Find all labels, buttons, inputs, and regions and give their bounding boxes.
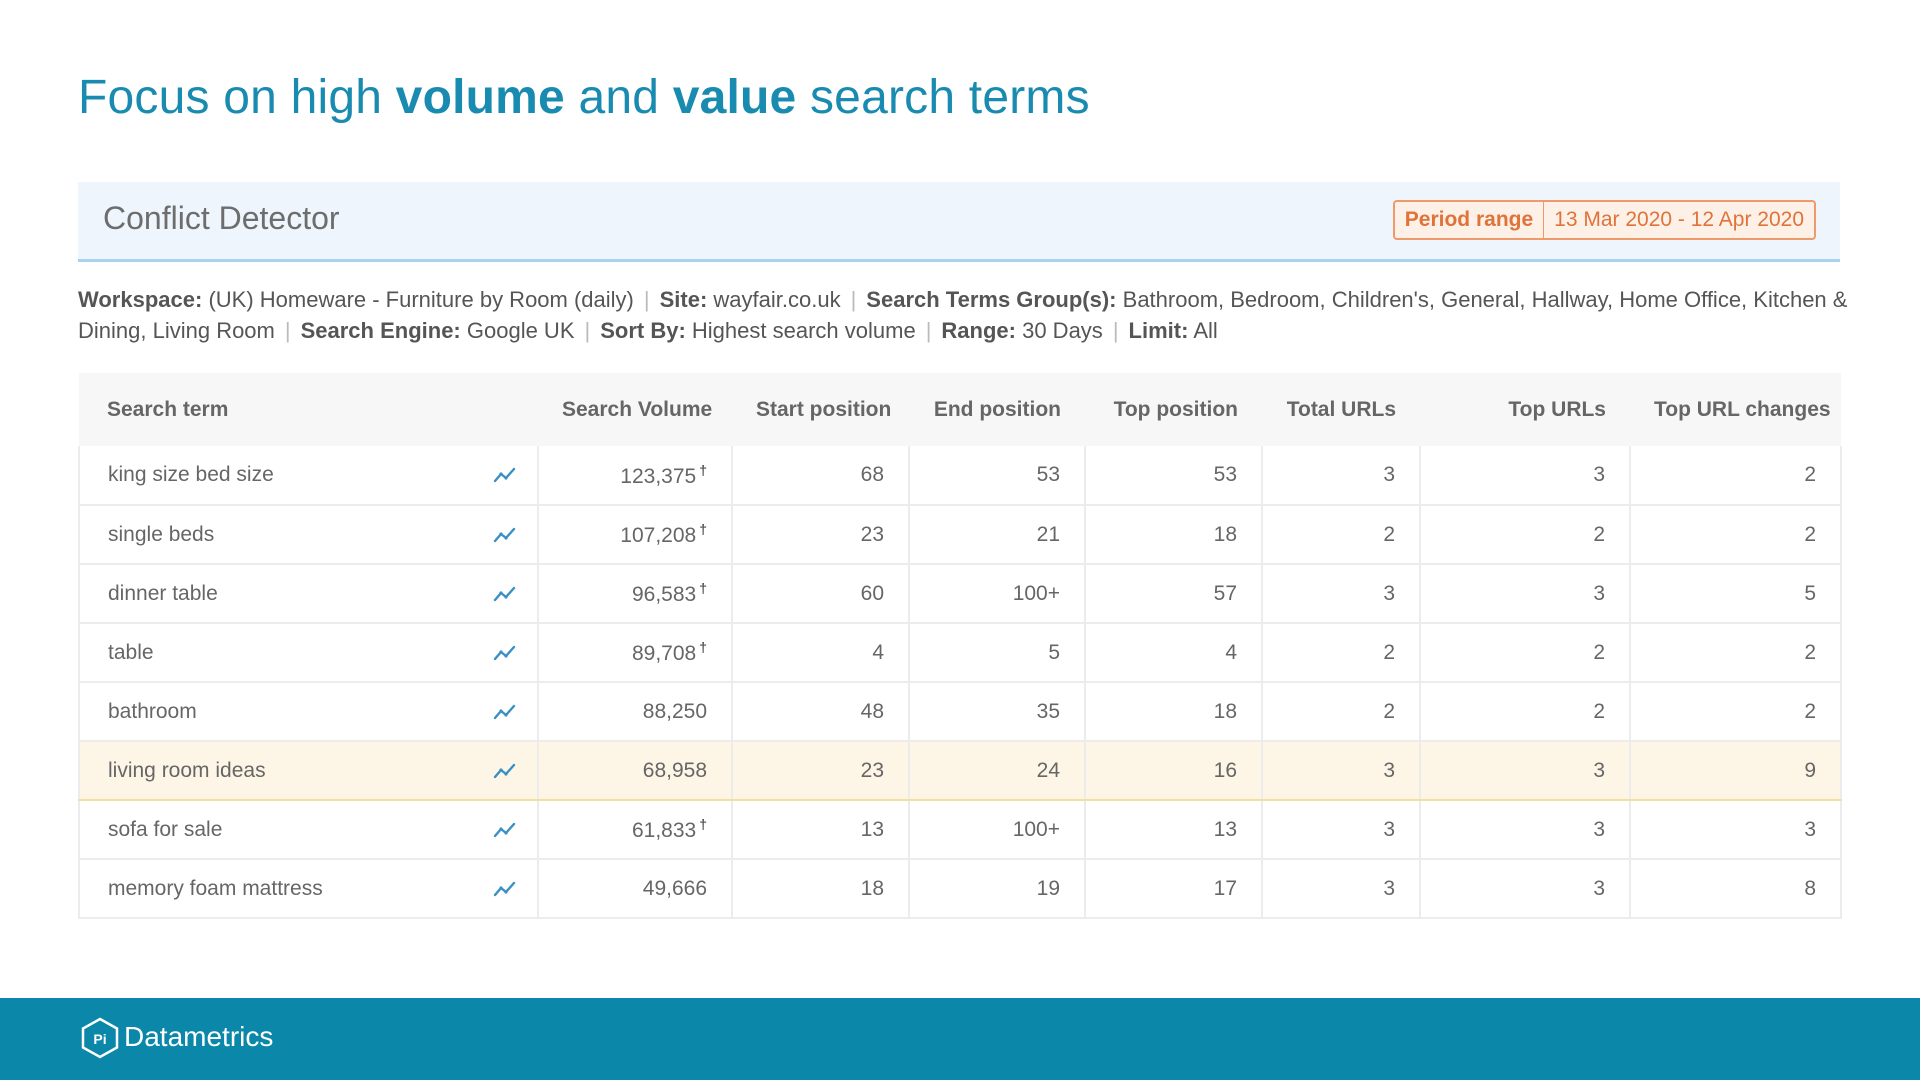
top-url-changes-cell: 8: [1630, 859, 1841, 918]
dagger-marker: †: [699, 639, 707, 655]
column-header-top-url-changes[interactable]: Top URL changes: [1654, 397, 1831, 421]
title-part: volume: [395, 71, 565, 124]
column-header-search-term[interactable]: Search term: [107, 397, 229, 421]
filter-value: (UK) Homeware - Furniture by Room (daily): [208, 287, 634, 312]
search-term-cell: [79, 564, 538, 623]
filter-key: Site:: [659, 287, 708, 312]
column-header-start-position[interactable]: Start position: [756, 397, 892, 421]
filter-summary: [78, 284, 1848, 346]
search-volume-value: 88,250: [642, 699, 707, 723]
filter-key: Range:: [941, 318, 1016, 343]
search-volume-cell: [538, 741, 732, 800]
dagger-marker: †: [699, 521, 707, 537]
total-urls-cell: 2: [1262, 623, 1420, 682]
slide-title: [78, 70, 1090, 125]
trend-line-icon[interactable]: [493, 762, 517, 780]
title-part: Focus on high: [78, 71, 396, 124]
filter-value: All: [1193, 318, 1218, 343]
filter-value: Google UK: [466, 318, 575, 343]
start-position-cell: 18: [732, 859, 909, 918]
panel-title: Conflict Detector: [103, 200, 340, 236]
search-volume-value: 61,833: [631, 819, 697, 842]
top-position-cell: 53: [1085, 446, 1262, 505]
search-term-text[interactable]: memory foam mattress: [108, 876, 323, 900]
search-term-cell: [79, 623, 538, 682]
search-volume-cell: [538, 505, 732, 564]
filter-key: Limit:: [1128, 318, 1189, 343]
start-position-cell: 23: [732, 741, 909, 800]
total-urls-cell: 2: [1262, 682, 1420, 741]
search-volume-value: 89,708: [631, 642, 697, 665]
end-position-cell: 24: [909, 741, 1085, 800]
table-row[interactable]: [79, 800, 1841, 859]
top-urls-cell: 3: [1420, 859, 1630, 918]
total-urls-cell: 3: [1262, 800, 1420, 859]
trend-line-icon[interactable]: [493, 703, 517, 721]
title-part: search terms: [796, 71, 1090, 124]
table-row[interactable]: [79, 682, 1841, 741]
top-urls-cell: 3: [1420, 446, 1630, 505]
search-term-cell: [79, 682, 538, 741]
end-position-cell: 5: [909, 623, 1085, 682]
total-urls-cell: 3: [1262, 859, 1420, 918]
table-header-row: [79, 373, 1841, 446]
search-term-cell: [79, 505, 538, 564]
filter-value: 30 Days: [1022, 318, 1103, 343]
trend-line-icon[interactable]: [493, 821, 517, 839]
trend-line-icon[interactable]: [493, 585, 517, 603]
total-urls-cell: 3: [1262, 564, 1420, 623]
search-terms-table-wrap: [78, 373, 1840, 919]
top-url-changes-cell: 2: [1630, 505, 1841, 564]
logo-text: Pi: [93, 1031, 107, 1047]
period-range-value: 13 Mar 2020 - 12 Apr 2020: [1554, 208, 1804, 231]
search-term-cell: [79, 741, 538, 800]
filter-key: Workspace:: [78, 287, 203, 312]
top-url-changes-cell: 9: [1630, 741, 1841, 800]
start-position-cell: 13: [732, 800, 909, 859]
start-position-cell: 23: [732, 505, 909, 564]
top-url-changes-cell: 2: [1630, 623, 1841, 682]
period-range-label: Period range: [1395, 202, 1544, 238]
table-row[interactable]: [79, 446, 1841, 505]
search-volume-cell: [538, 446, 732, 505]
filter-key: Search Engine:: [300, 318, 461, 343]
end-position-cell: 100+: [909, 800, 1085, 859]
trend-line-icon[interactable]: [493, 526, 517, 544]
start-position-cell: 60: [732, 564, 909, 623]
top-position-cell: 18: [1085, 682, 1262, 741]
search-volume-value: 96,583: [631, 583, 697, 606]
filter-separator: |: [584, 318, 591, 343]
trend-line-icon[interactable]: [493, 644, 517, 662]
end-position-cell: 53: [909, 446, 1085, 505]
search-term-text[interactable]: table: [108, 640, 154, 664]
filter-separator: |: [850, 287, 857, 312]
start-position-cell: 68: [732, 446, 909, 505]
search-term-cell: [79, 446, 538, 505]
column-header-end-position[interactable]: End position: [933, 397, 1061, 421]
filter-separator: |: [1112, 318, 1119, 343]
total-urls-cell: 3: [1262, 741, 1420, 800]
table-row[interactable]: [79, 505, 1841, 564]
top-position-cell: 16: [1085, 741, 1262, 800]
brand-name: Datametrics: [124, 1021, 274, 1052]
search-term-text[interactable]: dinner table: [108, 581, 218, 605]
total-urls-cell: 3: [1262, 446, 1420, 505]
end-position-cell: 21: [909, 505, 1085, 564]
search-term-text[interactable]: bathroom: [108, 699, 197, 723]
column-header-top-position[interactable]: Top position: [1113, 397, 1238, 421]
filter-value: Bathroom, Bedroom, Children's, General, Hallway, Home Office, Kitchen & Dining, Living Room: [78, 287, 1848, 343]
dagger-marker: †: [699, 580, 707, 596]
table-row[interactable]: [79, 741, 1841, 800]
table-row[interactable]: [79, 859, 1841, 918]
end-position-cell: 35: [909, 682, 1085, 741]
top-url-changes-cell: 2: [1630, 446, 1841, 505]
end-position-cell: 19: [909, 859, 1085, 918]
search-volume-value: 123,375: [620, 464, 697, 488]
column-header-top-urls[interactable]: Top URLs: [1508, 397, 1606, 421]
top-position-cell: 18: [1085, 505, 1262, 564]
search-volume-cell: [538, 682, 732, 741]
filter-key: Sort By:: [600, 318, 686, 343]
search-term-text[interactable]: living room ideas: [108, 758, 266, 782]
top-position-cell: 17: [1085, 859, 1262, 918]
period-range-badge[interactable]: [1393, 200, 1816, 240]
top-position-cell: 13: [1085, 800, 1262, 859]
search-term-cell: [79, 800, 538, 859]
dagger-marker: †: [699, 461, 707, 478]
column-header-total-urls[interactable]: Total URLs: [1286, 397, 1396, 421]
top-urls-cell: 2: [1420, 623, 1630, 682]
search-volume-value: 49,666: [642, 876, 707, 900]
total-urls-cell: 2: [1262, 505, 1420, 564]
filter-value: wayfair.co.uk: [713, 287, 841, 312]
search-term-text[interactable]: sofa for sale: [108, 817, 223, 841]
search-volume-cell: [538, 859, 732, 918]
top-url-changes-cell: 3: [1630, 800, 1841, 859]
title-part: and: [564, 71, 673, 124]
search-term-cell: [79, 859, 538, 918]
top-position-cell: 4: [1085, 623, 1262, 682]
search-volume-cell: [538, 564, 732, 623]
search-term-text[interactable]: single beds: [108, 522, 215, 546]
title-part: value: [672, 71, 797, 124]
top-position-cell: 57: [1085, 564, 1262, 623]
trend-line-icon[interactable]: [493, 466, 517, 484]
search-terms-table: [78, 373, 1842, 919]
table-row[interactable]: [79, 564, 1841, 623]
top-urls-cell: 3: [1420, 741, 1630, 800]
trend-line-icon[interactable]: [493, 880, 517, 898]
footer-bar: [0, 998, 1920, 1080]
top-url-changes-cell: 5: [1630, 564, 1841, 623]
filter-separator: |: [643, 287, 650, 312]
top-urls-cell: 2: [1420, 505, 1630, 564]
top-url-changes-cell: 2: [1630, 682, 1841, 741]
search-volume-cell: [538, 623, 732, 682]
end-position-cell: 100+: [909, 564, 1085, 623]
start-position-cell: 48: [732, 682, 909, 741]
table-row[interactable]: [79, 623, 1841, 682]
top-urls-cell: 2: [1420, 682, 1630, 741]
top-urls-cell: 3: [1420, 800, 1630, 859]
search-volume-cell: [538, 800, 732, 859]
pi-hexagon-logo-icon: [80, 1017, 120, 1059]
top-urls-cell: 3: [1420, 564, 1630, 623]
dagger-marker: †: [699, 816, 707, 832]
start-position-cell: 4: [732, 623, 909, 682]
search-volume-value: 107,208: [620, 524, 697, 547]
filter-key: Search Terms Group(s):: [866, 287, 1117, 312]
filter-value: Highest search volume: [691, 318, 916, 343]
search-term-text[interactable]: king size bed size: [108, 463, 274, 486]
conflict-detector-header: [78, 182, 1840, 262]
column-header-search-volume[interactable]: Search Volume: [562, 397, 713, 421]
search-volume-value: 68,958: [642, 758, 707, 782]
filter-separator: |: [925, 318, 932, 343]
filter-separator: |: [284, 318, 291, 343]
